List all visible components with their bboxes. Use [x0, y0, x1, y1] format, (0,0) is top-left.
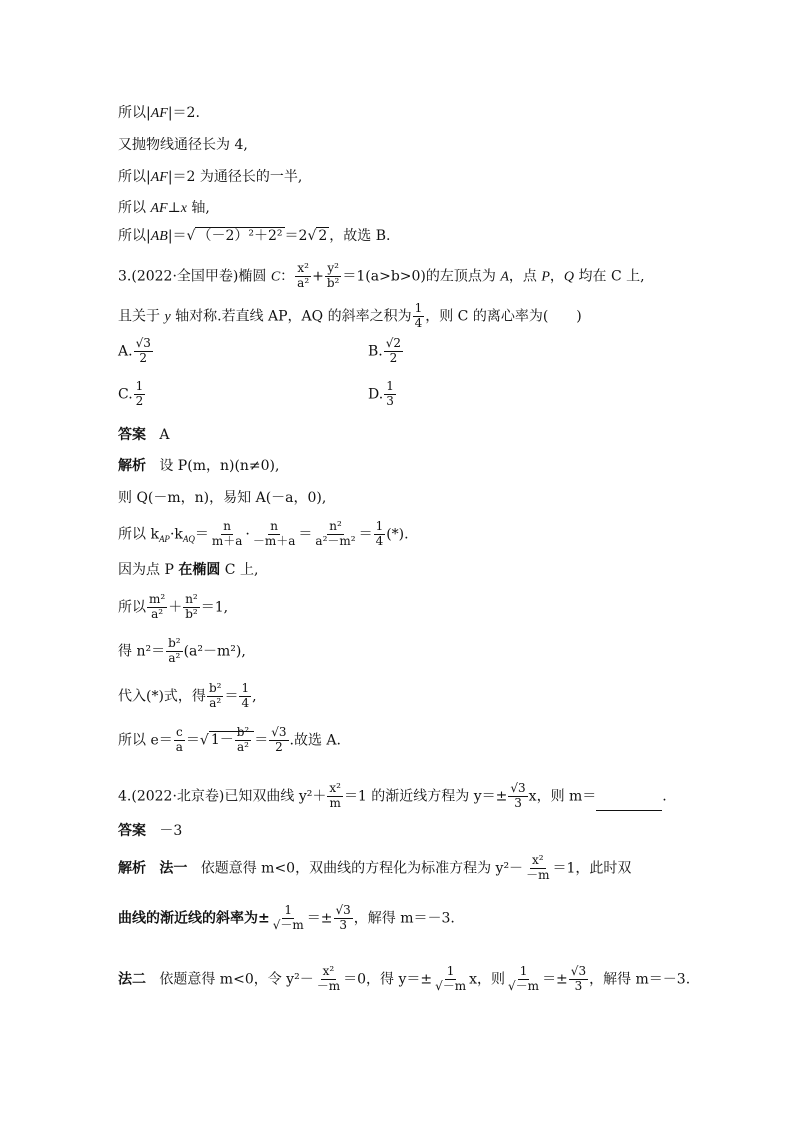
- solution-4-method-1-line-1: 解析 法一 依题意得 m<0，双曲线的方程化为标准方程为 y²－ $\frac{\text{x²}}{-m}$ ＝1，此时双: [118, 853, 632, 882]
- answer-3: [118, 428, 169, 442]
- solution-label: 解析: [118, 860, 146, 877]
- question-3-line-1: [118, 262, 645, 291]
- text: 且关于: [118, 308, 165, 325]
- text: 所以 e＝: [118, 732, 173, 749]
- fraction: $\frac{\text{n²}}{\text{b²}}$: [185, 592, 198, 621]
- solution-3-line-8: 所以 e＝ $\frac{c}{a}$ ＝√ 1－ $\frac{\text{b²}}{\text{a²}}$ ＝ $\frac{√3}{2}$ .故选 A.: [118, 725, 341, 754]
- text: 轴,: [186, 200, 210, 216]
- fraction: $\frac{\text{m²}}{\text{a²}}$: [149, 592, 166, 621]
- text: 得 n²＝: [118, 643, 166, 660]
- option-label: A.: [118, 343, 133, 360]
- question-4: 4.(2022·北京卷)已知双曲线 y²＋ $\frac{\text{x²}}{m}$ ＝1 的渐近线方程为 y＝± $\frac{√3}{3}$ x，则 m＝ .: [118, 781, 667, 810]
- fraction: $\frac{√3}{2}$: [271, 725, 287, 754]
- fraction: $\frac{n}{m+a}$: [211, 519, 243, 548]
- fraction: $\frac{\text{b²}}{\text{a²}}$: [236, 725, 250, 754]
- text: 所以: [118, 599, 146, 616]
- method-label: 法一: [159, 860, 188, 877]
- fraction: $\frac{c}{a}$: [175, 725, 183, 754]
- text: 因为点 P: [118, 562, 179, 578]
- text: 已知双曲线 y²＋: [224, 788, 327, 805]
- text: 又抛物线通径长为 4,: [118, 137, 248, 153]
- solution-3-line-4: 因为点 P 在椭圆 C 上,: [118, 562, 259, 578]
- option-label: B.: [368, 343, 383, 360]
- fraction: $\frac{n}{-m+a}$: [252, 519, 296, 548]
- fraction: $\frac{1}{√-m}$: [272, 903, 304, 932]
- text: ，点: [508, 268, 542, 285]
- text: |＝: [167, 228, 187, 244]
- question-source: (2022·北京卷): [131, 788, 225, 805]
- fraction: $\frac{√3}{3}$: [510, 781, 526, 810]
- text: ，: [549, 268, 564, 285]
- fraction: $\frac{\text{x²}}{-m}$: [316, 964, 341, 993]
- fraction: $\frac{\text{x²}}{\text{a²}}$: [297, 261, 310, 290]
- solution-3-line-2: [118, 491, 326, 505]
- answer-value: －3: [159, 823, 183, 839]
- sqrt-expression: √ 1－ $\frac{\text{b²}}{\text{a²}}$: [200, 726, 254, 755]
- text: |＝2 为通径长的一半,: [167, 169, 303, 185]
- text: 代入(*)式，得: [118, 688, 206, 705]
- answer-value: A: [159, 427, 170, 443]
- method-label: 法二: [118, 971, 146, 988]
- var: y: [164, 309, 171, 325]
- var: AF: [150, 170, 168, 185]
- text: 轴对称.若直线 AP，AQ 的斜率之积为: [170, 308, 412, 325]
- fraction: $\frac{1}{√-m}$: [508, 964, 540, 993]
- var: x: [180, 201, 187, 216]
- text: 所以|: [118, 105, 151, 121]
- question-3-line-2: [118, 302, 582, 331]
- answer-label: 答案: [118, 427, 146, 443]
- var: A: [500, 269, 509, 285]
- fraction: $\frac{\text{b²}}{\text{a²}}$: [208, 681, 222, 710]
- answer-label: 答案: [118, 823, 146, 839]
- fraction: $\frac{\text{y²}}{\text{b²}}$: [326, 261, 340, 290]
- solution-line-2: [118, 138, 248, 152]
- plus: +: [312, 268, 324, 285]
- radicand: 2: [318, 228, 328, 244]
- fraction: $\frac{1}{3}$: [386, 379, 394, 408]
- perp-symbol: ⊥: [167, 200, 181, 216]
- solution-3-line-3: 所以 $k_{AP}\cdot k_{AQ}=$ $\frac{n}{m+a}$ · $\frac{n}{-m+a}$ ＝ $\frac{\text{n²}}{\text{a²－m²}}$ ＝ $\frac{1}{4}$ (*).: [118, 519, 409, 548]
- text: 椭圆: [238, 268, 271, 285]
- fraction: $\frac{1}{4}$: [241, 681, 250, 710]
- question-number: 4.: [118, 788, 132, 805]
- option-c: [118, 380, 146, 409]
- fraction: $\frac{1}{4}$: [375, 519, 384, 548]
- answer-4: [118, 824, 182, 838]
- fraction: $\frac{√3}{3}$: [570, 964, 587, 993]
- fraction: $\frac{√2}{2}$: [385, 336, 402, 365]
- solution-3-line-6: 得 n²＝ $\frac{\text{b²}}{\text{a²}}$ (a²－m²),: [118, 636, 246, 665]
- var: AF: [150, 201, 168, 216]
- fraction: $\frac{√3}{2}$: [135, 336, 151, 365]
- text: ＝1(a>b>0)的左顶点为: [342, 268, 501, 285]
- option-a: [118, 337, 154, 366]
- fraction: $\frac{\text{x²}}{-m}$: [526, 853, 550, 882]
- solution-line-4: [118, 201, 210, 216]
- sqrt-expression: √ 2: [307, 228, 328, 244]
- fraction: $\frac{1}{4}$: [414, 301, 423, 330]
- text: 所以|: [118, 228, 151, 244]
- text: 所以|: [118, 169, 151, 185]
- fraction: $\frac{1}{√-m}$: [435, 964, 467, 993]
- question-source: (2022·全国甲卷): [131, 268, 239, 285]
- text: 所以: [118, 200, 151, 216]
- solution-3-line-1: [118, 459, 279, 473]
- fraction: $\frac{\text{b²}}{\text{a²}}$: [168, 636, 181, 665]
- solution-3-line-5: 所以 $\frac{\text{m²}}{\text{a²}}$ ＋ $\frac{\text{n²}}{\text{b²}}$ ＝1,: [118, 592, 229, 621]
- sqrt-expression: √ （－2）²＋2²: [186, 228, 283, 244]
- text: 所以 k: [118, 526, 159, 543]
- answer-blank[interactable]: [596, 798, 662, 811]
- question-number: 3.: [118, 268, 132, 285]
- solution-label: 解析: [118, 458, 146, 474]
- solution-4-method-2: 法二 依题意得 m<0，令 y²－ $\frac{\text{x²}}{-m}$ ＝0，得 y＝± $\frac{1}{√-m}$ x，则 $\frac{1}{√-m}$ ＝± $\frac{√3}{3}$ ，解得 m＝－3.: [118, 964, 691, 993]
- radicand: （－2）²＋2²: [197, 228, 283, 244]
- var: AF: [150, 106, 168, 121]
- text: 设 P(m，n)(n≠0),: [159, 458, 280, 474]
- var: C: [270, 269, 281, 285]
- text: 均在 C 上,: [574, 268, 645, 285]
- text: ＝2: [284, 228, 308, 244]
- var: P: [541, 269, 550, 285]
- solution-4-method-1-line-2: 曲线的渐近线的斜率为± $\frac{1}{√-m}$ ＝± $\frac{√3}{3}$ ，解得 m＝－3.: [118, 903, 455, 932]
- option-label: C.: [118, 386, 133, 403]
- fraction: $\frac{√3}{3}$: [335, 903, 351, 932]
- var: AB: [150, 229, 168, 244]
- text: 则 Q(－m，n)，易知 A(－a，0),: [118, 490, 327, 506]
- solution-line-5: [118, 229, 390, 244]
- text: |＝2.: [167, 105, 200, 121]
- solution-line-3: [118, 170, 302, 185]
- option-b: [368, 337, 404, 366]
- solution-line-1: [118, 106, 200, 121]
- text: ·k: [169, 526, 183, 543]
- var: Q: [563, 269, 575, 285]
- fraction: $\frac{\text{n²}}{\text{a²－m²}}$: [315, 519, 356, 548]
- fraction: $\frac{\text{x²}}{m}$: [329, 781, 341, 810]
- solution-3-line-7: 代入(*)式，得 $\frac{\text{b²}}{\text{a²}}$ ＝ $\frac{1}{4}$ ,: [118, 681, 257, 710]
- fraction: $\frac{1}{2}$: [135, 379, 144, 408]
- text: ，故选 B.: [329, 228, 391, 244]
- option-d: [368, 380, 397, 409]
- option-label: D.: [368, 386, 384, 403]
- text: ：: [280, 268, 295, 285]
- text: ，则 C 的离心率为( ): [425, 308, 582, 325]
